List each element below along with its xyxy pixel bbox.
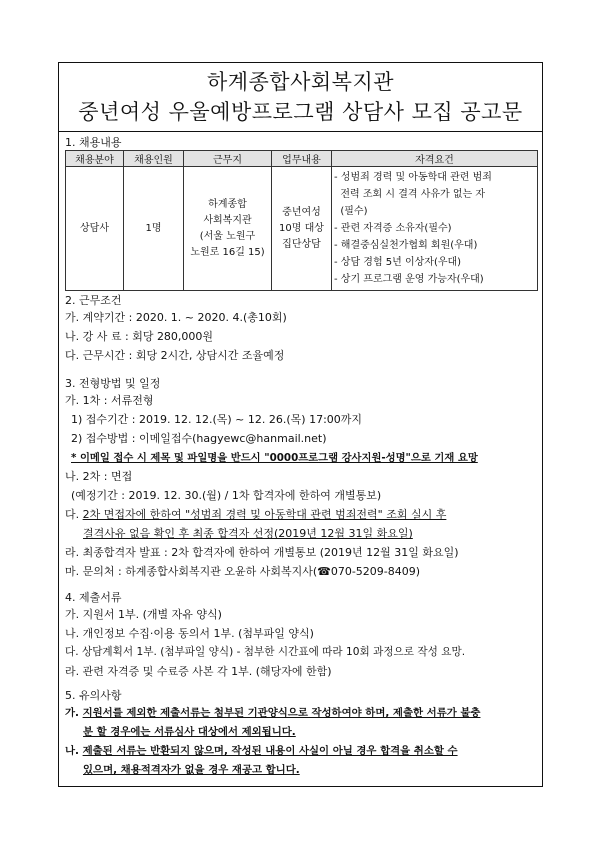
section-conditions-title: 2. 근무조건 bbox=[65, 294, 122, 307]
selection-item: 1) 접수기간 : 2019. 12. 12.(목) ~ 12. 26.(목) 17:00까지 bbox=[71, 413, 363, 426]
cell-location bbox=[184, 167, 272, 291]
selection-email-note: * 이메일 접수 시 제목 및 파일명을 반드시 "0000프로그램 강사지원-성명"으로 기재 요망 bbox=[71, 452, 478, 464]
cell-requirements bbox=[332, 167, 538, 291]
note-text: 있으며, 채용적격자가 없을 경우 재공고 합니다. bbox=[83, 764, 300, 776]
item-prefix: 가. bbox=[65, 707, 83, 719]
requirement-line: - 성범죄 경력 및 아동학대 관련 범죄 bbox=[334, 172, 492, 183]
document-item: 가. 지원서 1부. (개별 자유 양식) bbox=[65, 608, 222, 621]
location-line: 사회복지관 bbox=[203, 214, 252, 226]
note-text: 분 할 경우에는 서류심사 대상에서 제외됩니다. bbox=[83, 726, 296, 738]
header-field: 채용분야 bbox=[66, 151, 124, 167]
document-item: 다. 상담계획서 1부. (첨부파일 양식) - 첨부한 시간표에 따라 10회 과정으로 작성 요망. bbox=[65, 646, 466, 658]
note-text: 지원서를 제외한 제출서류는 첨부된 기관양식으로 작성하여야 하며, 제출한 서류가 불충 bbox=[82, 707, 481, 719]
cell-count: 1명 bbox=[124, 167, 184, 291]
requirement-line: - 관련 자격증 소유자(필수) bbox=[334, 223, 452, 234]
header-requirements: 자격요건 bbox=[332, 151, 538, 167]
selection-item: 2) 접수방법 : 이메일접수(hagyewc@hanmail.net) bbox=[71, 432, 327, 445]
location-line: 노원로 16길 15) bbox=[190, 246, 265, 258]
selection-contact: 마. 문의처 : 하계종합사회복지관 오윤하 사회복지사(☎070-5209-8409) bbox=[65, 565, 421, 578]
selection-check-text: 결격사유 없음 확인 후 최종 합격자 선정(2019년 12월 31일 화요일) bbox=[83, 527, 413, 540]
section-recruit-title: 1. 채용내용 bbox=[65, 136, 122, 149]
selection-item: 나. 2차 : 면접 bbox=[65, 470, 133, 483]
document-item: 라. 관련 자격증 및 수료증 사본 각 1부. (해당자에 한함) bbox=[65, 665, 332, 678]
table-row bbox=[66, 167, 538, 291]
header-duty: 업무내용 bbox=[272, 151, 332, 167]
location-line: 하계종합 bbox=[208, 198, 247, 210]
section-notes-title: 5. 유의사항 bbox=[65, 689, 122, 702]
selection-item: 라. 최종합격자 발표 : 2차 합격자에 한하여 개별통보 (2019년 12월 31일 화요일) bbox=[65, 546, 459, 559]
condition-item: 가. 계약기간 : 2020. 1. ~ 2020. 4.(총10회) bbox=[65, 311, 287, 324]
title-box bbox=[58, 62, 543, 132]
section-documents-title: 4. 제출서류 bbox=[65, 591, 122, 604]
duty-line: 10명 대상 bbox=[279, 222, 324, 234]
selection-item: 가. 1차 : 서류전형 bbox=[65, 394, 154, 407]
note-item bbox=[65, 742, 458, 757]
condition-item: 나. 강 사 료 : 회당 280,000원 bbox=[65, 330, 214, 343]
org-title: 하계종합사회복지관 bbox=[206, 70, 395, 94]
requirement-line: - 상담 경험 5년 이상자(우대) bbox=[334, 257, 462, 268]
duty-line: 중년여성 bbox=[282, 206, 321, 218]
item-prefix: 다. bbox=[65, 508, 83, 521]
requirement-line: - 상기 프로그램 운영 가능자(우대) bbox=[334, 274, 484, 285]
location-line: (서울 노원구 bbox=[199, 230, 256, 242]
header-count: 채용인원 bbox=[124, 151, 184, 167]
condition-item: 다. 근무시간 : 회당 2시간, 상담시간 조율예정 bbox=[65, 349, 285, 362]
notice-body bbox=[58, 132, 543, 787]
requirement-line: 전력 조회 시 결격 사유가 없는 자 bbox=[334, 189, 486, 200]
cell-duty bbox=[272, 167, 332, 291]
document-item: 나. 개인정보 수집·이용 동의서 1부. (첨부파일 양식) bbox=[65, 627, 314, 640]
requirement-line: (필수) bbox=[334, 206, 368, 217]
selection-check-text: 2차 면접자에 한하여 "성범죄 경력 및 아동학대 관련 범죄전력" 조회 실시 후 bbox=[82, 508, 447, 521]
selection-item: (예정기간 : 2019. 12. 30.(월) / 1차 합격자에 한하여 개별통보) bbox=[71, 489, 382, 502]
note-item bbox=[65, 704, 480, 719]
header-location: 근무지 bbox=[184, 151, 272, 167]
item-prefix: 나. bbox=[65, 745, 83, 757]
section-selection-title: 3. 전형방법 및 일정 bbox=[65, 377, 161, 390]
cell-field: 상담사 bbox=[66, 167, 124, 291]
duty-line: 집단상담 bbox=[282, 238, 321, 250]
note-text: 제출된 서류는 반환되지 않으며, 작성된 내용이 사실이 아닐 경우 합격을 취소할 수 bbox=[82, 745, 458, 757]
requirement-line: - 해결중심실천가협회 회원(우대) bbox=[334, 240, 478, 251]
notice-title: 중년여성 우울예방프로그램 상담사 모집 공고문 bbox=[78, 100, 523, 124]
recruit-table bbox=[65, 150, 538, 291]
table-header-row bbox=[66, 151, 538, 167]
selection-item bbox=[65, 506, 446, 522]
